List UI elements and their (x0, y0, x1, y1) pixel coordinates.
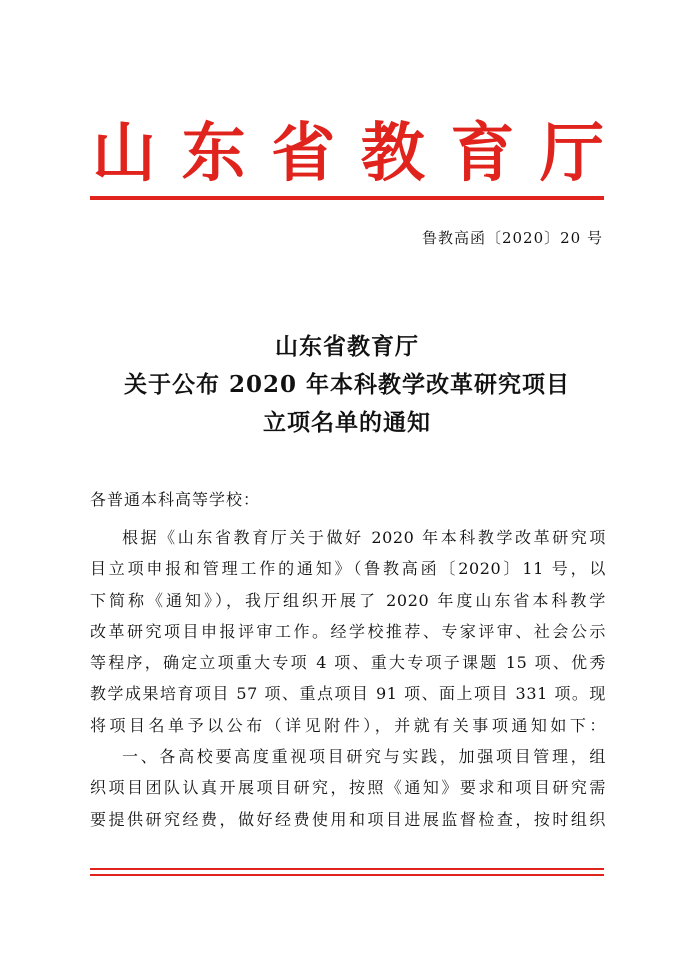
document-number: 鲁教高函〔2020〕20 号 (421, 229, 603, 247)
masthead-char: 东 (181, 116, 246, 191)
masthead-title (88, 118, 608, 190)
document-title (90, 328, 604, 442)
masthead-char: 山 (92, 116, 156, 191)
body-line: 下简称《通知》），我厅组织开展了 2020 年度山东省本科教学 (90, 590, 606, 610)
masthead-char: 育 (450, 116, 515, 191)
body-line: 目立项申报和管理工作的通知》（鲁教高函〔2020〕11 号，以 (90, 559, 606, 579)
body-line: 等程序，确定立项重大专项 4 项、重大专项子课题 15 项、优秀 (90, 653, 606, 673)
body-line: 要提供研究经费，做好经费使用和项目进展监督检查，按时组织 (90, 809, 606, 829)
body-line: 一、各高校要高度重视项目研究与实践，加强项目管理，组 (122, 747, 606, 767)
body-line: 教学成果培育项目 57 项、重点项目 91 项、面上项目 331 项。现 (90, 684, 606, 704)
red-divider-top (90, 196, 604, 200)
body-line: 改革研究项目申报评审工作。经学校推荐、专家评审、社会公示 (90, 621, 606, 641)
body-line: 织项目团队认真开展项目研究，按照《通知》要求和项目研究需 (90, 778, 606, 798)
title-line-1: 山东省教育厅 (275, 333, 419, 360)
title-line-3: 立项名单的通知 (263, 409, 431, 436)
masthead-char: 教 (360, 116, 425, 191)
body-text (90, 522, 606, 835)
body-line: 根据《山东省教育厅关于做好 2020 年本科教学改革研究项 (122, 528, 606, 547)
masthead-char: 厅 (539, 116, 604, 191)
red-divider-bottom (90, 868, 604, 870)
salutation: 各普通本科高等学校： (90, 490, 261, 509)
red-divider-bottom (90, 874, 604, 876)
body-line: 将项目名单予以公布（详见附件），并就有关事项通知如下： (90, 715, 606, 735)
title-line-2: 关于公布 2020 年本科教学改革研究项目 (123, 371, 571, 398)
masthead-char: 省 (271, 116, 336, 191)
